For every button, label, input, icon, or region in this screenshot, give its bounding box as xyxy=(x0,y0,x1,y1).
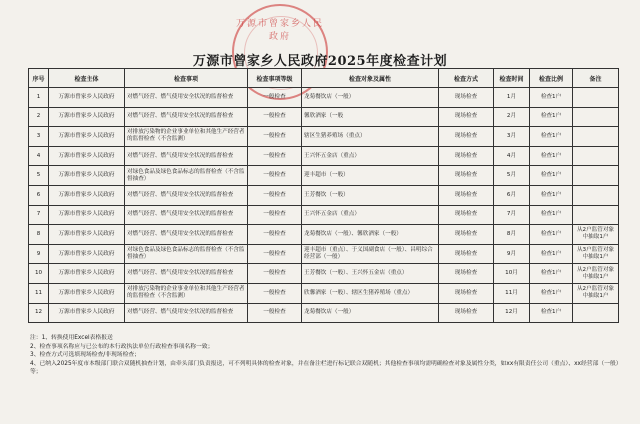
cell-note: 从3户监管对象中抽取1户 xyxy=(573,244,619,264)
cell-no: 10 xyxy=(29,264,49,284)
cell-ratio: 检查1户 xyxy=(530,244,573,264)
cell-method: 现场检查 xyxy=(439,303,494,323)
cell-matter: 对燃气经营、燃气使用安全状况的监督检查 xyxy=(125,146,248,166)
cell-matter: 对绿色食品及绿色食品标志的监督检查（不含监督抽查） xyxy=(125,166,248,186)
cell-time: 10月 xyxy=(494,264,530,284)
cell-no: 1 xyxy=(29,88,49,108)
cell-no: 12 xyxy=(29,303,49,323)
cell-note xyxy=(573,205,619,225)
cell-matter: 对燃气经营、燃气使用安全状况的监督检查 xyxy=(125,264,248,284)
cell-ratio: 检查1户 xyxy=(530,185,573,205)
cell-method: 现场检查 xyxy=(439,88,494,108)
page-title: 万源市曾家乡人民政府2025年度检查计划 xyxy=(192,54,448,69)
cell-matter: 对排放污染物的企业事业单位和其他生产经营者的监督检查（不含监测） xyxy=(125,127,248,147)
cell-time: 4月 xyxy=(494,146,530,166)
cell-object: 王兴怀五金店（重点） xyxy=(302,205,439,225)
cell-matter: 对燃气经营、燃气使用安全状况的监督检查 xyxy=(125,88,248,108)
cell-matter: 对燃气经营、燃气使用安全状况的监督检查 xyxy=(125,225,248,245)
cell-note: 从2户监管对象中抽取1户 xyxy=(573,283,619,303)
cell-object: 王兴怀五金店（重点） xyxy=(302,146,439,166)
cell-ratio: 检查1户 xyxy=(530,107,573,127)
cell-level: 一般检查 xyxy=(248,88,302,108)
cell-subject: 万源市曾家乡人民政府 xyxy=(49,166,125,186)
cell-ratio: 检查1户 xyxy=(530,264,573,284)
cell-object: 龙菊餐饮店（一般） xyxy=(302,88,439,108)
cell-time: 11月 xyxy=(494,283,530,303)
cell-object: 龙菊餐饮店（一般）、馨欣酒家（一般） xyxy=(302,225,439,245)
table-row xyxy=(29,166,619,186)
cell-ratio: 检查1户 xyxy=(530,166,573,186)
cell-time: 3月 xyxy=(494,127,530,147)
cell-time: 6月 xyxy=(494,185,530,205)
header-time: 检查时间 xyxy=(494,69,530,88)
notes xyxy=(30,334,625,377)
cell-matter: 对燃气经营、燃气使用安全状况的监督检查 xyxy=(125,107,248,127)
header-no: 序号 xyxy=(29,69,49,88)
header-object: 检查对象及属性 xyxy=(302,69,439,88)
table-row xyxy=(29,127,619,147)
cell-subject: 万源市曾家乡人民政府 xyxy=(49,283,125,303)
cell-time: 1月 xyxy=(494,88,530,108)
cell-level: 一般检查 xyxy=(248,244,302,264)
table-row xyxy=(29,283,619,303)
cell-note xyxy=(573,166,619,186)
cell-note xyxy=(573,88,619,108)
cell-method: 现场检查 xyxy=(439,283,494,303)
cell-matter: 对绿色食品及绿色食品标志的监督检查（不含监督抽查） xyxy=(125,244,248,264)
header-subject: 检查主体 xyxy=(49,69,125,88)
header-matter: 检查事项 xyxy=(125,69,248,88)
cell-ratio: 检查1户 xyxy=(530,283,573,303)
cell-subject: 万源市曾家乡人民政府 xyxy=(49,107,125,127)
cell-level: 一般检查 xyxy=(248,205,302,225)
cell-method: 现场检查 xyxy=(439,225,494,245)
cell-level: 一般检查 xyxy=(248,107,302,127)
cell-subject: 万源市曾家乡人民政府 xyxy=(49,225,125,245)
cell-note xyxy=(573,303,619,323)
table-row xyxy=(29,205,619,225)
cell-time: 12月 xyxy=(494,303,530,323)
seal-text: 万源市曾家乡人民政府 xyxy=(235,19,324,42)
cell-method: 现场检查 xyxy=(439,185,494,205)
cell-note xyxy=(573,185,619,205)
cell-ratio: 检查1户 xyxy=(530,303,573,323)
cell-no: 3 xyxy=(29,127,49,147)
cell-no: 7 xyxy=(29,205,49,225)
cell-method: 现场检查 xyxy=(439,264,494,284)
cell-subject: 万源市曾家乡人民政府 xyxy=(49,88,125,108)
header-level: 检查事项等级 xyxy=(248,69,302,88)
cell-matter: 对燃气经营、燃气使用安全状况的监督检查 xyxy=(125,185,248,205)
cell-subject: 万源市曾家乡人民政府 xyxy=(49,185,125,205)
cell-time: 5月 xyxy=(494,166,530,186)
cell-no: 6 xyxy=(29,185,49,205)
cell-no: 8 xyxy=(29,225,49,245)
cell-method: 现场检查 xyxy=(439,205,494,225)
cell-level: 一般检查 xyxy=(248,166,302,186)
cell-time: 9月 xyxy=(494,244,530,264)
cell-time: 7月 xyxy=(494,205,530,225)
cell-method: 现场检查 xyxy=(439,127,494,147)
cell-ratio: 检查1户 xyxy=(530,205,573,225)
header-method: 检查方式 xyxy=(439,69,494,88)
cell-level: 一般检查 xyxy=(248,283,302,303)
header-ratio: 检查比例 xyxy=(530,69,573,88)
cell-note xyxy=(573,127,619,147)
cell-subject: 万源市曾家乡人民政府 xyxy=(49,264,125,284)
cell-subject: 万源市曾家乡人民政府 xyxy=(49,205,125,225)
table-header-row xyxy=(29,69,619,88)
table-row xyxy=(29,88,619,108)
note-line: 注：1、转换使用Excel表格报送 xyxy=(30,335,113,341)
cell-note: 从2户监管对象中抽取1户 xyxy=(573,225,619,245)
cell-matter: 对燃气经营、燃气使用安全状况的监督检查 xyxy=(125,303,248,323)
cell-level: 一般检查 xyxy=(248,303,302,323)
cell-matter: 对排放污染物的企业事业单位和其他生产经营者的监督检查（不含监测） xyxy=(125,283,248,303)
cell-time: 2月 xyxy=(494,107,530,127)
cell-level: 一般检查 xyxy=(248,146,302,166)
cell-subject: 万源市曾家乡人民政府 xyxy=(49,244,125,264)
cell-level: 一般检查 xyxy=(248,264,302,284)
header-note: 备注 xyxy=(573,69,619,88)
cell-no: 9 xyxy=(29,244,49,264)
table-row xyxy=(29,264,619,284)
cell-object: 馨欣酒家（一般 xyxy=(302,107,439,127)
cell-subject: 万源市曾家乡人民政府 xyxy=(49,127,125,147)
cell-note xyxy=(573,146,619,166)
cell-level: 一般检查 xyxy=(248,225,302,245)
cell-method: 现场检查 xyxy=(439,107,494,127)
cell-object: 迎丰超市（一般） xyxy=(302,166,439,186)
table-row xyxy=(29,244,619,264)
cell-object: 王芳餐饮（一般）、王兴怀五金店（重点） xyxy=(302,264,439,284)
table-row xyxy=(29,225,619,245)
cell-note xyxy=(573,107,619,127)
cell-no: 4 xyxy=(29,146,49,166)
cell-method: 现场检查 xyxy=(439,146,494,166)
table-row xyxy=(29,146,619,166)
cell-time: 8月 xyxy=(494,225,530,245)
inspection-plan-table xyxy=(28,68,619,323)
cell-subject: 万源市曾家乡人民政府 xyxy=(49,303,125,323)
table-row xyxy=(29,185,619,205)
cell-object: 辖区生猪养殖场（重点） xyxy=(302,127,439,147)
cell-level: 一般检查 xyxy=(248,127,302,147)
table-row xyxy=(29,107,619,127)
cell-subject: 万源市曾家乡人民政府 xyxy=(49,146,125,166)
cell-object: 王芳餐饮（一般） xyxy=(302,185,439,205)
note-line: 4、已纳入2025年度市本级部门联合双随机抽查计划，由牵头部门负责报送，可不列明具体的检查对象，并在备注栏进行标记联合双随机；其他检查事项均需明确检查对象及属性分类，如xx有限责任公司（重点）、xx经营部（一般）等； xyxy=(30,360,622,376)
cell-note: 从2户监管对象中抽取1户 xyxy=(573,264,619,284)
cell-method: 现场检查 xyxy=(439,244,494,264)
cell-matter: 对燃气经营、燃气使用安全状况的监督检查 xyxy=(125,205,248,225)
cell-no: 11 xyxy=(29,283,49,303)
cell-ratio: 检查1户 xyxy=(530,88,573,108)
cell-object: 龙菊餐饮店（一般） xyxy=(302,303,439,323)
cell-level: 一般检查 xyxy=(248,185,302,205)
cell-method: 现场检查 xyxy=(439,166,494,186)
cell-ratio: 检查1户 xyxy=(530,225,573,245)
cell-no: 2 xyxy=(29,107,49,127)
note-line: 2、检查事项名称应与已公布的本行政执法单位行政检查事项名称一致； xyxy=(30,343,214,350)
note-line: 3、检查方式可选填现场检查/非现场检查； xyxy=(30,352,140,359)
cell-ratio: 检查1户 xyxy=(530,146,573,166)
table-row xyxy=(29,303,619,323)
cell-object: 欣馨酒家（一般）、辖区生猪养殖场（重点） xyxy=(302,283,439,303)
cell-object: 迎丰超市（重点）、于义国副食店（一般）、昌明综合经营部（一般） xyxy=(302,244,439,264)
cell-no: 5 xyxy=(29,166,49,186)
cell-ratio: 检查1户 xyxy=(530,127,573,147)
